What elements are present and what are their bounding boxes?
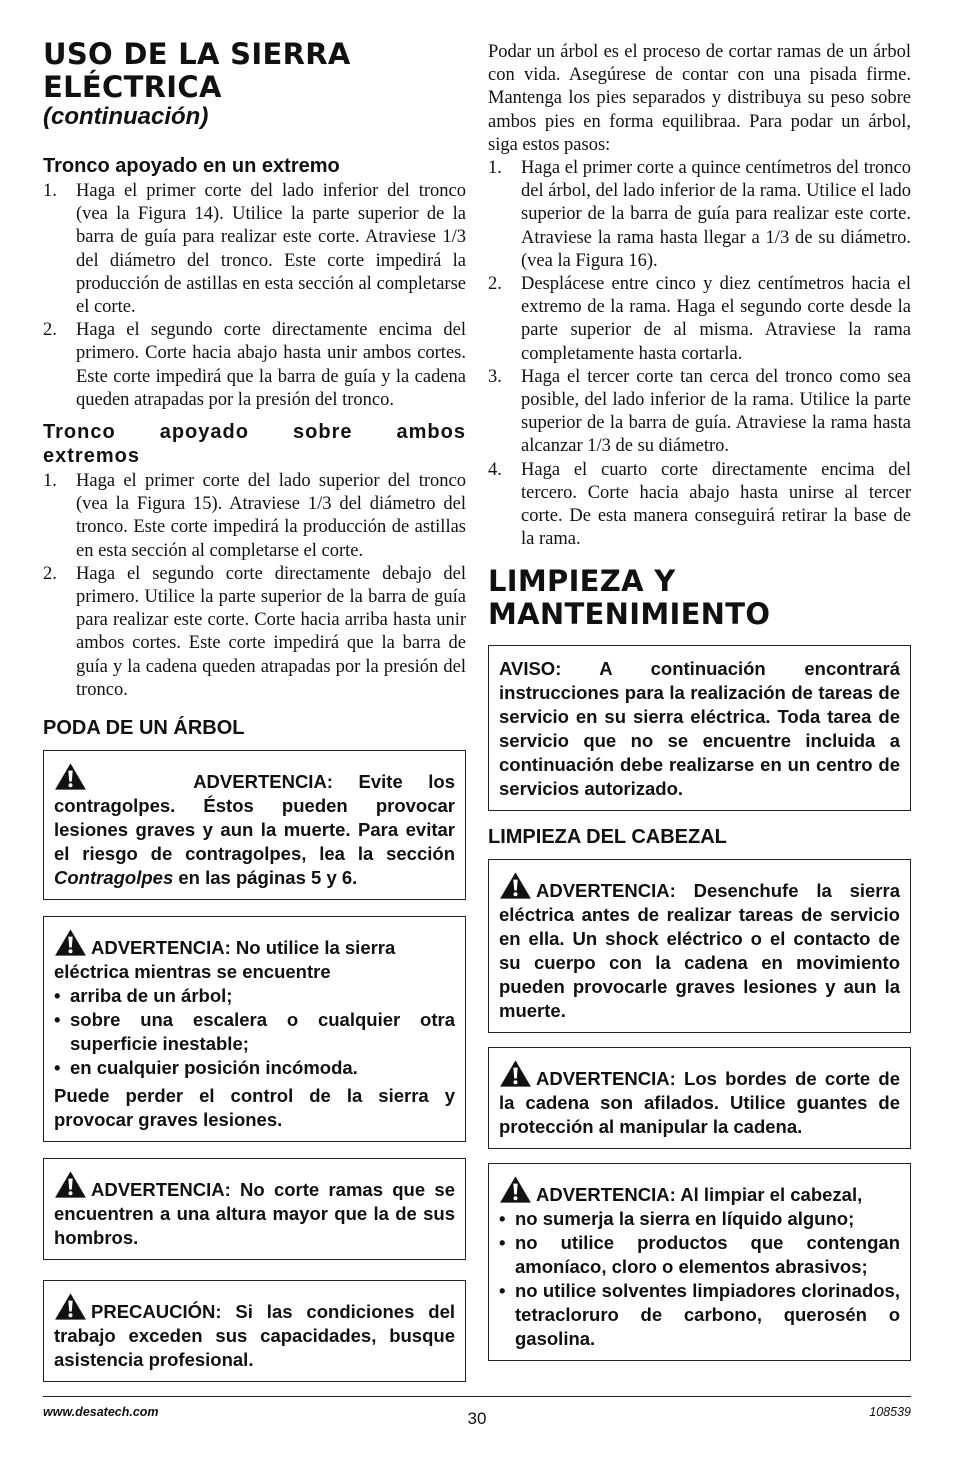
notice-box (488, 645, 911, 811)
step-text: Haga el primer corte a quince centímetros del tronco del árbol, del lado inferior de la rama. Utilice el lado superior de la barra de guía para realizar este corte. Atraviese la rama hasta llegar a 1/3 de su diámetro. (vea la Figura 16). (521, 158, 911, 271)
warning-box-sharp-chain (488, 1047, 911, 1149)
warning-text (499, 871, 900, 1023)
bullet-text: no utilice productos que contengan amoníaco, cloro o elementos abrasivos; (515, 1232, 900, 1278)
bullet-dot: • (499, 1232, 506, 1254)
warning-text (54, 1170, 455, 1250)
bullet-item (499, 1279, 900, 1351)
warning-triangle-icon (499, 1175, 532, 1204)
heading-tree-pruning: PODA DE UN ÁRBOL (43, 717, 245, 740)
warning-text-part: ADVERTENCIA: Los bordes de corte de la cadena son afilados. Utilice guantes de protección al manipular la cadena. (499, 1068, 900, 1138)
step-number: 2. (488, 274, 502, 295)
heading-head-cleaning: LIMPIEZA DEL CABEZAL (488, 826, 727, 849)
caution-box-professional (43, 1280, 466, 1382)
section-title-line-1: USO DE LA SIERRA (43, 37, 351, 71)
warning-text: ADVERTENCIA: No utilice la sierra eléctrica mientras se encuentre (54, 937, 396, 983)
warning-text: ADVERTENCIA: Al limpiar el cabezal, (536, 1184, 863, 1206)
step-number: 1. (488, 158, 502, 179)
step-text: Haga el segundo corte directamente debajo del primero. Utilice la parte superior de la barra de guía para realizar este corte. Corte hacia arriba hasta unir ambos cortes. Este corte impedirá que la barra de guía y la cadena queden atrapadas por la presión del tronco. (76, 563, 466, 700)
footer-url: www.desatech.com (43, 1405, 159, 1419)
bullet-dot: • (499, 1208, 506, 1230)
warning-intro (54, 928, 455, 984)
step-number: 1. (43, 471, 57, 492)
warning-text (499, 1059, 900, 1139)
section-subtitle: (continuación) (43, 103, 209, 130)
bullet-text: sobre una escalera o cualquier otra superficie inestable; (70, 1009, 455, 1055)
section-title-line-1: LIMPIEZA Y (488, 564, 676, 599)
list-item (43, 563, 466, 702)
heading-log-supported-both-ends (43, 420, 466, 468)
bullet-text: no sumerja la sierra en líquido alguno; (515, 1208, 855, 1230)
heading-line-1: Tronco apoyado sobre ambos (43, 421, 466, 444)
caution-text (54, 1292, 455, 1372)
bullet-text: no utilice solventes limpiadores clorinados, tetracloruro de carbono, querosén o gasolina. (515, 1280, 900, 1350)
step-number: 3. (488, 366, 502, 387)
caution-text-part: PRECAUCIÓN: Si las condiciones del trabajo exceden sus capacidades, busque asistencia profesional. (54, 1301, 455, 1371)
step-text: Haga el primer corte del lado inferior del tronco (vea la Figura 14). Utilice la parte superior de la barra de guía para realizar este corte. Atraviese 1/3 del diámetro del tronco. Este corte impedirá la producción de astillas en esta sección al completarse el corte. (76, 181, 466, 318)
page-number: 30 (467, 1409, 487, 1428)
heading-log-supported-one-end: Tronco apoyado en un extremo (43, 155, 340, 177)
steps-log-both-ends (43, 470, 466, 702)
section-title-cleaning (488, 565, 911, 631)
step-text: Haga el primer corte del lado superior del tronco (vea la Figura 15). Atraviese 1/3 del diámetro del tronco. Este corte impedirá la producción de astillas en esta sección al completarse el corte. (76, 471, 466, 561)
notice-text: AVISO: A continuación encontrará instrucciones para la realización de tareas de servicio en su sierra eléctrica. Toda tarea de servicio que no se encuentre incluida a continuación debe realizarse en un centro de servicios autorizado. (499, 658, 900, 800)
document-code: 108539 (869, 1405, 911, 1419)
warning-intro (499, 1175, 900, 1207)
bullet-item (54, 1056, 455, 1080)
warning-box-kickback (43, 750, 466, 900)
section-title (43, 38, 466, 104)
warning-triangle-icon (54, 1292, 87, 1321)
list-item (488, 459, 911, 552)
step-text: Haga el cuarto corte directamente encima del tercero. Corte hacia abajo hasta unirse al tercer corte. De esta manera conseguirá retirar la base de la rama. (521, 459, 911, 550)
pruning-intro: Podar un árbol es el proceso de cortar ramas de un árbol con vida. Asegúrese de contar con una pisada firme. Mantenga los pies separados y distribuya su peso sobre ambos pies en forma equilibraa. Para podar un árbol, siga estos pasos: (488, 42, 911, 155)
steps-log-one-end (43, 180, 466, 412)
step-text: Haga el tercer corte tan cerca del tronco como sea posible, del lado inferior de la rama. Utilice la parte superior de la barra de guía. Atraviese la rama hasta alcanzar 1/3 de su diámetro. (521, 366, 911, 457)
warning-text-italic: Contragolpes (54, 867, 174, 889)
bullet-item (499, 1231, 900, 1279)
warning-text-part: en las páginas 5 y 6. (173, 867, 358, 889)
warning-text-part: ADVERTENCIA: No corte ramas que se encuentren a una altura mayor que la de sus hombros. (54, 1179, 455, 1249)
warning-triangle-icon (54, 1170, 87, 1199)
warning-text (54, 762, 455, 890)
step-number: 2. (43, 563, 57, 584)
section-title-line-2: ELÉCTRICA (43, 70, 222, 104)
step-number: 2. (43, 320, 57, 341)
heading-line-2: extremos (43, 445, 140, 468)
bullet-dot: • (54, 1009, 61, 1031)
step-number: 4. (488, 459, 502, 480)
step-text: Desplácese entre cinco y diez centímetros hacia el extremo de la rama. Haga el segundo corte desde la parte superior de al misma. Atraviese la rama completamente hasta cortarla. (521, 274, 911, 364)
step-number: 1. (43, 181, 57, 201)
bullet-text: arriba de un árbol; (70, 985, 233, 1007)
page-footer (43, 1396, 911, 1428)
bullet-dot: • (54, 1057, 61, 1079)
warning-triangle-icon (499, 1059, 532, 1088)
list-item (43, 319, 466, 412)
warning-box-tree-ladder (43, 916, 466, 1142)
warning-text-part: ADVERTENCIA: Desenchufe la sierra eléctrica antes de realizar tareas de servicio en ella. Un shock eléctrico o el contacto de su cuerpo con la cadena en movimiento pueden provocarle graves lesiones y aun la muerte. (499, 880, 900, 1022)
bullet-dot: • (54, 985, 61, 1007)
list-item (488, 366, 911, 459)
list-item (488, 273, 911, 366)
warning-text-part: ADVERTENCIA: Evite los contragolpes. Éstos pueden provocar lesiones graves y aun la muerte. Para evitar el riesgo de contragolpes, lea la sección (54, 771, 456, 865)
bullet-item (54, 984, 455, 1008)
steps-pruning (488, 157, 911, 551)
list-item (43, 180, 466, 319)
list-item (488, 157, 911, 273)
right-column (488, 41, 911, 1361)
bullet-item (54, 1008, 455, 1056)
warning-box-cleaning (488, 1163, 911, 1361)
section-title-line-2: MANTENIMIENTO (488, 597, 771, 632)
bullet-text: en cualquier posición incómoda. (70, 1057, 358, 1079)
list-item (43, 470, 466, 563)
warning-box-shoulder-height (43, 1158, 466, 1260)
warning-outro: Puede perder el control de la sierra y provocar graves lesiones. (54, 1085, 455, 1131)
warning-triangle-icon (499, 871, 532, 900)
left-column (43, 38, 466, 1382)
bullet-item (499, 1207, 900, 1231)
warning-triangle-icon (54, 762, 87, 791)
step-text: Haga el segundo corte directamente encima del primero. Corte hacia abajo hasta unir ambos cortes. Este corte impedirá que la barra de guía y la cadena queden atrapadas por la presión del tronco. (76, 320, 466, 410)
bullet-dot: • (499, 1280, 506, 1302)
warning-box-unplug (488, 859, 911, 1033)
warning-triangle-icon (54, 928, 87, 957)
